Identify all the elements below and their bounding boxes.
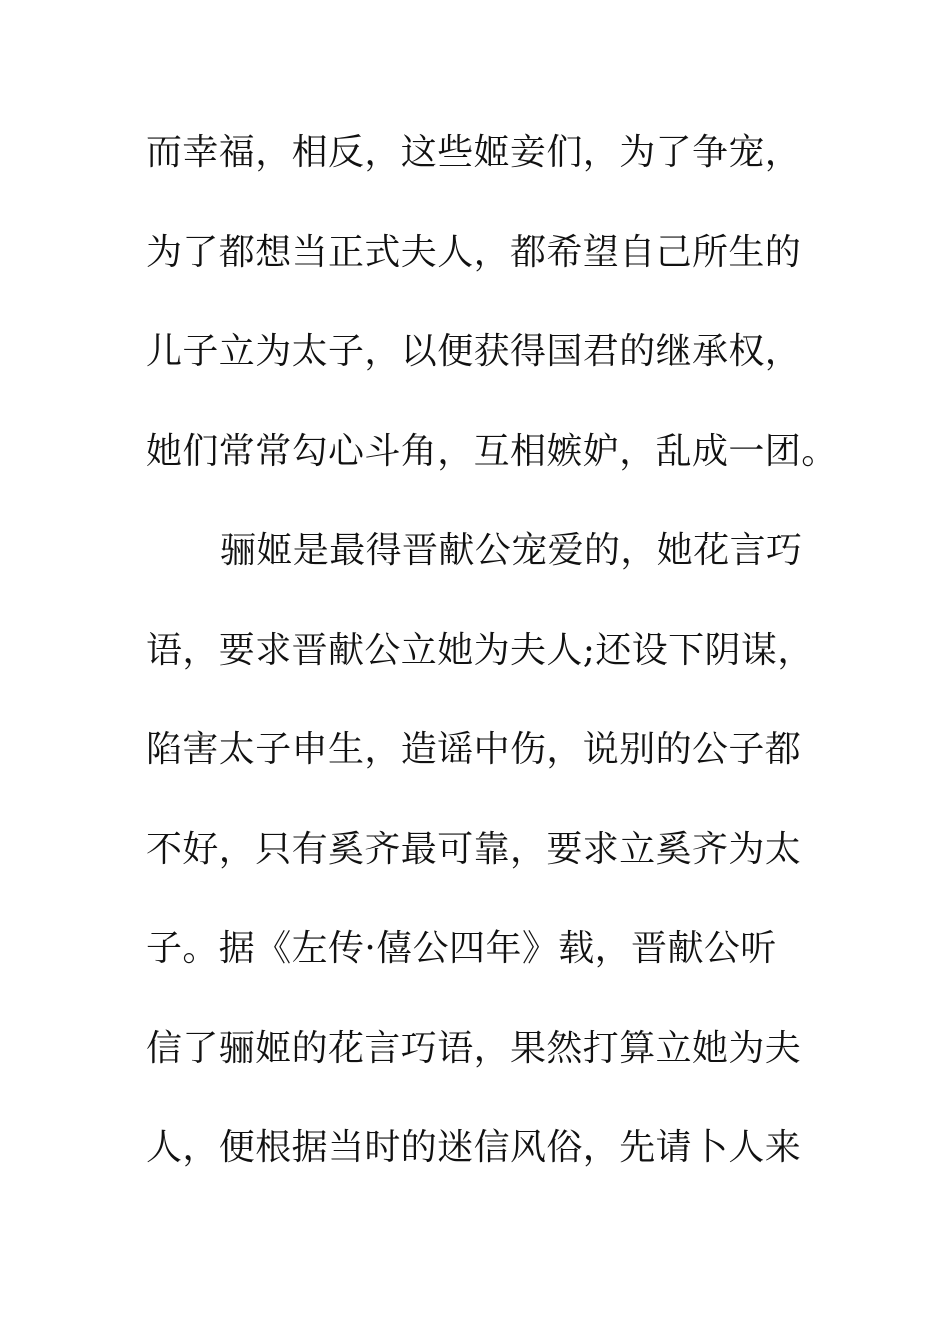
paragraph-start-line: 骊姬是最得晋献公宠爱的，她花言巧: [220, 530, 803, 571]
text-line: 而幸福，相反，这些姬妾们，为了争宠，: [146, 132, 802, 173]
text-line: 信了骊姬的花言巧语，果然打算立她为夫: [146, 1027, 802, 1069]
text-line: 她们常常勾心斗角，互相嫉妒，乱成一团。: [146, 430, 838, 472]
text-line: 儿子立为太子，以便获得国君的继承权，: [146, 331, 802, 372]
text-line: 子。据《左传·僖公四年》载，晋献公听: [146, 928, 777, 969]
text-line: 为了都想当正式夫人，都希望自己所生的: [146, 231, 802, 273]
text-line: 人，便根据当时的迷信风俗，先请卜人来: [146, 1127, 802, 1168]
body-text: [146, 121, 838, 1216]
text-line: 语，要求晋献公立她为夫人;还设下阴谋，: [146, 629, 814, 671]
text-line: 陷害太子申生，造谣中伤，说别的公子都: [146, 729, 802, 770]
text-line: 不好，只有奚齐最可靠，要求立奚齐为太: [146, 828, 802, 870]
